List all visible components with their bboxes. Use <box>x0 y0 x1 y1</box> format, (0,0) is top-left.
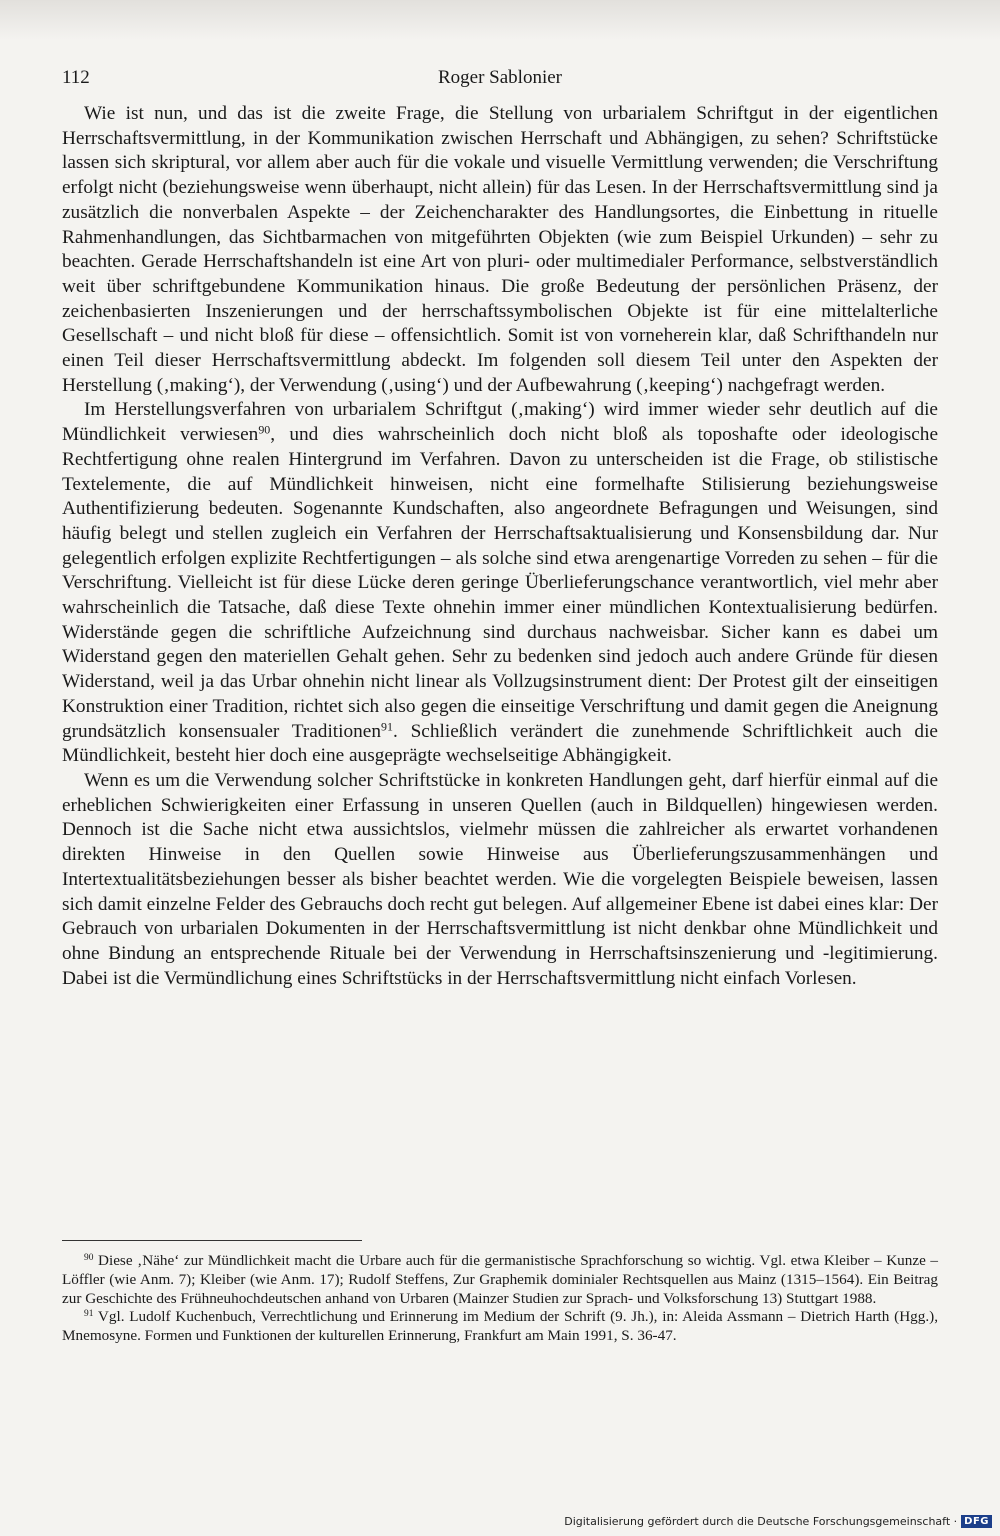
footnote-ref[interactable]: 91 <box>381 719 393 733</box>
footnote <box>62 1252 938 1308</box>
digitization-footer <box>564 1512 992 1530</box>
footnotes <box>62 1252 938 1346</box>
footnote <box>62 1308 938 1346</box>
footnote-number: 90 <box>84 1252 94 1263</box>
footnote-text: Vgl. Ludolf Kuchenbuch, Verrechtlichung und Erinnerung im Medium der Schrift (9. Jh.), in: Aleida Assmann – Dietrich Harth (Hgg.), Mnemosyne. Formen und Funktionen der kulturellen Erinnerung, Frankfurt am Main 1991, S. 36-47. <box>62 1308 938 1345</box>
paragraph-text: . Schließlich verändert die zunehmende Schriftlichkeit auch die Mündlichkeit, besteht hier doch eine ausgeprägte wechselseitige Abhängigkeit. <box>62 720 938 767</box>
paragraph: Wenn es um die Verwendung solcher Schriftstücke in konkreten Handlungen geht, darf hierfür einmal auf die erheblichen Schwierigkeiten einer Erfassung in unseren Quellen (auch in Bildquellen) hingewiesen werden. Dennoch ist die Sache nicht etwa aussichtslos, vielmehr müssen die zahlreicher als erwartet vorhandenen direkten Hinweise in den Quellen sowie Hinweise aus Überlieferungszusammenhängen und Intertextualitätsbeziehungen besser als bisher beachtet werden. Wie die vorgelegten Beispiele beweisen, lassen sich damit einzelne Felder des Gebrauchs doch recht gut belegen. Auf allgemeiner Ebene ist dabei eines klar: Der Gebrauch von urbarialen Dokumenten in der Herrschaftsvermittlung ist nicht denkbar ohne Mündlichkeit und ohne Bindung an entsprechende Rituale bei der Verwendung in Herrschaftsinszenierung und -legitimierung. Dabei ist die Vermündlichung eines Schriftstücks in der Herrschaftsvermittlung nicht einfach Vorlesen. <box>62 769 938 989</box>
paragraph-text: Im Herstellungsverfahren von urbarialem Schriftgut (‚making‘) wird immer wieder sehr deutlich auf die Mündlichkeit verwiesen <box>62 399 938 446</box>
footer-text: Digitalisierung gefördert durch die Deutsche Forschungsgemeinschaft · <box>564 1514 958 1528</box>
paragraph: Wie ist nun, und das ist die zweite Frage, die Stellung von urbarialem Schriftgut in der eigentlichen Herrschaftsvermittlung, in der Kommunikation zwischen Herrschaft und Abhängigen, zu sehen? Schriftstücke lassen sich skriptural, vor allem aber auch für die vokale und visuelle Vermittlung verwenden; die Verschriftung erfolgt nicht (beziehungsweise wenn überhaupt, nicht allein) für das Lesen. In der Herrschaftsvermittlung sind ja zusätzlich die nonverbalen Aspekte – der Zeichencharakter des Handlungsortes, die Einbettung in rituelle Rahmenhandlungen, das Sichtbarmachen von mitgeführten Objekten (wie zum Beispiel Urkunden) – sehr zu beachten. Gerade Herrschaftshandeln ist eine Art von pluri- oder multimedialer Performance, selbstverständlich weit über schriftgebundene Kommunikation hinaus. Die große Bedeutung der persönlichen Präsenz, der zeichenbasierten Inszenierungen und der herrschaftssymbolischen Objekte ist für eine mittelalterliche Gesellschaft – und nicht bloß für diese – offensichtlich. Somit ist von vorneherein klar, daß Schrifthandeln nur einen Teil dieser Herrschaftsvermittlung abdeckt. Im folgenden soll diesem Teil unter den Aspekten der Herstellung (‚making‘), der Verwendung (‚using‘) und der Aufbewahrung (‚keeping‘) nachgefragt werden. <box>62 103 938 396</box>
footnote-number: 91 <box>84 1309 94 1320</box>
dfg-logo[interactable]: DFG <box>961 1515 992 1528</box>
footnote-divider <box>62 1240 362 1241</box>
page-header <box>62 67 938 95</box>
paragraph-text: , und dies wahrscheinlich doch nicht bloß als toposhafte oder ideologische Rechtfertigung ohne realen Hintergrund im Verfahren. Davon zu unterscheiden ist die Frage, ob stilistische Textelemente, die auf Mündlichkeit hinweisen, nicht eine formelhafte Stilisierung beziehungsweise Authentifizierung bedeuten. Sogenannte Kundschaften, also angeordnete Befragungen und Weisungen, sind häufig belegt und stellen zugleich ein Verfahren der Herrschaftsaktualisierung und Konsensbildung dar. Nur gelegentlich erfolgen explizite Rechtfertigungen – als solche sind etwa arengenartige Vorreden zu sehen – für die Verschriftung. Vielleicht ist für diese Lücke deren geringe Überlieferungschance verantwortlich, viel mehr aber wahrscheinlich die Tatsache, daß diese Texte ohnehin immer einer mündlichen Kontextualisierung bedürfen. Widerstände gegen die schriftliche Aufzeichnung sind durchaus nachweisbar. Sicher kann es dabei um Widerstand gegen den materiellen Gehalt gehen. Sehr zu bedenken sind jedoch auch andere Gründe für diesen Widerstand, weil ja das Urbar ohnehin nicht linear als Vollzugsinstrument dient: Der Protest gilt der einseitigen Konstruktion einer Tradition, richtet sich also gegen die einseitige Verschriftung und damit gegen die Aneignung grundsätzlich konsensualer Traditionen <box>62 424 939 742</box>
footnote-ref[interactable]: 90 <box>258 422 271 437</box>
scan-shadow <box>0 0 1000 40</box>
page-number: 112 <box>62 67 90 88</box>
footnote-text: Diese ‚Nähe‘ zur Mündlichkeit macht die Urbare auch für die germanistische Sprachforschung so wichtig. Vgl. etwa Kleiber – Kunze – Löffler (wie Anm. 7); Kleiber (wie Anm. 17); Rudolf Steffens, Zur Graphemik dominialer Rechtsquellen aus Mainz (1315–1564). Ein Beitrag zur Geschichte des Frühneuhochdeutschen anhand von Urbaren (Mainzer Studien zur Sprach- und Volksforschung 13) Stuttgart 1988. <box>62 1252 939 1307</box>
running-head: Roger Sablonier <box>437 67 562 88</box>
paragraph <box>62 398 938 769</box>
body-text <box>62 102 938 991</box>
